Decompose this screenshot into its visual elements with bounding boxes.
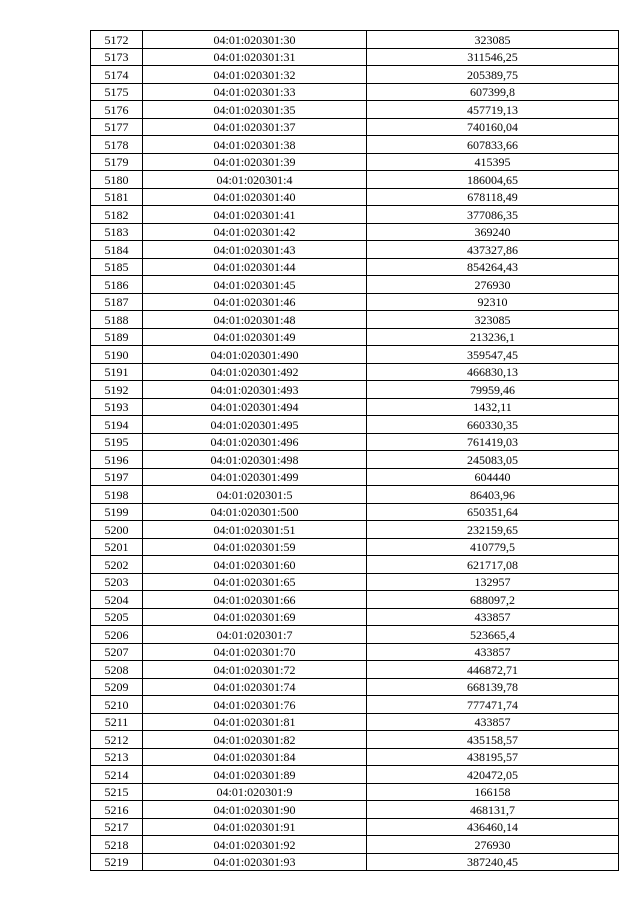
- value-cell: 650351,64: [367, 503, 619, 521]
- row-number-cell: 5186: [91, 276, 143, 294]
- cadastral-number-cell: 04:01:020301:5: [143, 486, 367, 504]
- cadastral-number-cell: 04:01:020301:44: [143, 258, 367, 276]
- table-row: [91, 556, 619, 574]
- row-number-cell: 5204: [91, 591, 143, 609]
- table-row: [91, 153, 619, 171]
- row-number-cell: 5203: [91, 573, 143, 591]
- cadastral-number-cell: 04:01:020301:72: [143, 661, 367, 679]
- cadastral-number-cell: 04:01:020301:92: [143, 836, 367, 854]
- row-number-cell: 5215: [91, 783, 143, 801]
- table-row: [91, 783, 619, 801]
- cadastral-number-cell: 04:01:020301:40: [143, 188, 367, 206]
- cadastral-value-table: [90, 30, 619, 871]
- value-cell: 607399,8: [367, 83, 619, 101]
- row-number-cell: 5211: [91, 713, 143, 731]
- table-row: [91, 521, 619, 539]
- table-row: [91, 381, 619, 399]
- cadastral-number-cell: 04:01:020301:65: [143, 573, 367, 591]
- row-number-cell: 5185: [91, 258, 143, 276]
- value-cell: 607833,66: [367, 136, 619, 154]
- value-cell: 688097,2: [367, 591, 619, 609]
- row-number-cell: 5189: [91, 328, 143, 346]
- row-number-cell: 5196: [91, 451, 143, 469]
- cadastral-number-cell: 04:01:020301:90: [143, 801, 367, 819]
- table-row: [91, 101, 619, 119]
- row-number-cell: 5216: [91, 801, 143, 819]
- table-row: [91, 696, 619, 714]
- value-cell: 92310: [367, 293, 619, 311]
- table-row: [91, 328, 619, 346]
- table-row: [91, 416, 619, 434]
- value-cell: 777471,74: [367, 696, 619, 714]
- row-number-cell: 5180: [91, 171, 143, 189]
- value-cell: 213236,1: [367, 328, 619, 346]
- value-cell: 276930: [367, 276, 619, 294]
- cadastral-number-cell: 04:01:020301:493: [143, 381, 367, 399]
- cadastral-number-cell: 04:01:020301:498: [143, 451, 367, 469]
- value-cell: 232159,65: [367, 521, 619, 539]
- table-row: [91, 171, 619, 189]
- table-row: [91, 468, 619, 486]
- table-body: [91, 31, 619, 871]
- table-row: [91, 486, 619, 504]
- value-cell: 1432,11: [367, 398, 619, 416]
- value-cell: 457719,13: [367, 101, 619, 119]
- cadastral-number-cell: 04:01:020301:60: [143, 556, 367, 574]
- cadastral-number-cell: 04:01:020301:42: [143, 223, 367, 241]
- row-number-cell: 5212: [91, 731, 143, 749]
- cadastral-number-cell: 04:01:020301:9: [143, 783, 367, 801]
- cadastral-number-cell: 04:01:020301:51: [143, 521, 367, 539]
- table-row: [91, 731, 619, 749]
- table-row: [91, 818, 619, 836]
- value-cell: 323085: [367, 31, 619, 49]
- row-number-cell: 5177: [91, 118, 143, 136]
- cadastral-number-cell: 04:01:020301:494: [143, 398, 367, 416]
- cadastral-number-cell: 04:01:020301:33: [143, 83, 367, 101]
- value-cell: 387240,45: [367, 853, 619, 871]
- value-cell: 678118,49: [367, 188, 619, 206]
- row-number-cell: 5197: [91, 468, 143, 486]
- cadastral-number-cell: 04:01:020301:37: [143, 118, 367, 136]
- cadastral-number-cell: 04:01:020301:43: [143, 241, 367, 259]
- row-number-cell: 5190: [91, 346, 143, 364]
- value-cell: 377086,35: [367, 206, 619, 224]
- value-cell: 668139,78: [367, 678, 619, 696]
- value-cell: 740160,04: [367, 118, 619, 136]
- value-cell: 466830,13: [367, 363, 619, 381]
- cadastral-number-cell: 04:01:020301:70: [143, 643, 367, 661]
- table-row: [91, 48, 619, 66]
- table-row: [91, 118, 619, 136]
- cadastral-number-cell: 04:01:020301:496: [143, 433, 367, 451]
- value-cell: 79959,46: [367, 381, 619, 399]
- row-number-cell: 5181: [91, 188, 143, 206]
- cadastral-number-cell: 04:01:020301:91: [143, 818, 367, 836]
- table-row: [91, 748, 619, 766]
- table-row: [91, 503, 619, 521]
- table-row: [91, 223, 619, 241]
- value-cell: 433857: [367, 643, 619, 661]
- row-number-cell: 5202: [91, 556, 143, 574]
- row-number-cell: 5175: [91, 83, 143, 101]
- value-cell: 369240: [367, 223, 619, 241]
- row-number-cell: 5179: [91, 153, 143, 171]
- value-cell: 660330,35: [367, 416, 619, 434]
- cadastral-number-cell: 04:01:020301:45: [143, 276, 367, 294]
- cadastral-number-cell: 04:01:020301:7: [143, 626, 367, 644]
- cadastral-number-cell: 04:01:020301:76: [143, 696, 367, 714]
- row-number-cell: 5198: [91, 486, 143, 504]
- value-cell: 438195,57: [367, 748, 619, 766]
- table-row: [91, 836, 619, 854]
- cadastral-number-cell: 04:01:020301:499: [143, 468, 367, 486]
- row-number-cell: 5182: [91, 206, 143, 224]
- table-row: [91, 766, 619, 784]
- row-number-cell: 5205: [91, 608, 143, 626]
- row-number-cell: 5194: [91, 416, 143, 434]
- row-number-cell: 5206: [91, 626, 143, 644]
- table-row: [91, 661, 619, 679]
- row-number-cell: 5193: [91, 398, 143, 416]
- table-row: [91, 451, 619, 469]
- cadastral-number-cell: 04:01:020301:59: [143, 538, 367, 556]
- table-row: [91, 31, 619, 49]
- table-row: [91, 801, 619, 819]
- row-number-cell: 5207: [91, 643, 143, 661]
- table-row: [91, 136, 619, 154]
- row-number-cell: 5195: [91, 433, 143, 451]
- value-cell: 523665,4: [367, 626, 619, 644]
- cadastral-number-cell: 04:01:020301:93: [143, 853, 367, 871]
- row-number-cell: 5218: [91, 836, 143, 854]
- value-cell: 446872,71: [367, 661, 619, 679]
- value-cell: 410779,5: [367, 538, 619, 556]
- cadastral-number-cell: 04:01:020301:66: [143, 591, 367, 609]
- table-row: [91, 713, 619, 731]
- cadastral-number-cell: 04:01:020301:4: [143, 171, 367, 189]
- table-row: [91, 643, 619, 661]
- cadastral-number-cell: 04:01:020301:74: [143, 678, 367, 696]
- row-number-cell: 5172: [91, 31, 143, 49]
- cadastral-number-cell: 04:01:020301:84: [143, 748, 367, 766]
- cadastral-number-cell: 04:01:020301:495: [143, 416, 367, 434]
- value-cell: 433857: [367, 713, 619, 731]
- value-cell: 420472,05: [367, 766, 619, 784]
- row-number-cell: 5217: [91, 818, 143, 836]
- row-number-cell: 5213: [91, 748, 143, 766]
- cadastral-number-cell: 04:01:020301:46: [143, 293, 367, 311]
- value-cell: 276930: [367, 836, 619, 854]
- table-row: [91, 626, 619, 644]
- table-row: [91, 608, 619, 626]
- row-number-cell: 5174: [91, 66, 143, 84]
- cadastral-number-cell: 04:01:020301:81: [143, 713, 367, 731]
- table-row: [91, 433, 619, 451]
- value-cell: 323085: [367, 311, 619, 329]
- table-row: [91, 678, 619, 696]
- row-number-cell: 5188: [91, 311, 143, 329]
- value-cell: 311546,25: [367, 48, 619, 66]
- row-number-cell: 5209: [91, 678, 143, 696]
- cadastral-number-cell: 04:01:020301:492: [143, 363, 367, 381]
- table-row: [91, 293, 619, 311]
- cadastral-number-cell: 04:01:020301:48: [143, 311, 367, 329]
- row-number-cell: 5200: [91, 521, 143, 539]
- table-row: [91, 346, 619, 364]
- table-row: [91, 276, 619, 294]
- value-cell: 186004,65: [367, 171, 619, 189]
- value-cell: 761419,03: [367, 433, 619, 451]
- row-number-cell: 5199: [91, 503, 143, 521]
- row-number-cell: 5192: [91, 381, 143, 399]
- value-cell: 435158,57: [367, 731, 619, 749]
- row-number-cell: 5187: [91, 293, 143, 311]
- row-number-cell: 5173: [91, 48, 143, 66]
- value-cell: 415395: [367, 153, 619, 171]
- row-number-cell: 5210: [91, 696, 143, 714]
- table-row: [91, 83, 619, 101]
- value-cell: 245083,05: [367, 451, 619, 469]
- table-row: [91, 311, 619, 329]
- row-number-cell: 5176: [91, 101, 143, 119]
- value-cell: 468131,7: [367, 801, 619, 819]
- cadastral-number-cell: 04:01:020301:41: [143, 206, 367, 224]
- table-row: [91, 398, 619, 416]
- value-cell: 166158: [367, 783, 619, 801]
- cadastral-number-cell: 04:01:020301:38: [143, 136, 367, 154]
- cadastral-number-cell: 04:01:020301:82: [143, 731, 367, 749]
- cadastral-number-cell: 04:01:020301:39: [143, 153, 367, 171]
- table-row: [91, 591, 619, 609]
- value-cell: 621717,08: [367, 556, 619, 574]
- cadastral-number-cell: 04:01:020301:31: [143, 48, 367, 66]
- value-cell: 132957: [367, 573, 619, 591]
- row-number-cell: 5214: [91, 766, 143, 784]
- cadastral-number-cell: 04:01:020301:500: [143, 503, 367, 521]
- table-row: [91, 363, 619, 381]
- table-row: [91, 538, 619, 556]
- cadastral-number-cell: 04:01:020301:49: [143, 328, 367, 346]
- cadastral-number-cell: 04:01:020301:490: [143, 346, 367, 364]
- row-number-cell: 5183: [91, 223, 143, 241]
- row-number-cell: 5201: [91, 538, 143, 556]
- document-page: [90, 30, 618, 871]
- cadastral-number-cell: 04:01:020301:32: [143, 66, 367, 84]
- value-cell: 359547,45: [367, 346, 619, 364]
- value-cell: 854264,43: [367, 258, 619, 276]
- value-cell: 205389,75: [367, 66, 619, 84]
- cadastral-number-cell: 04:01:020301:30: [143, 31, 367, 49]
- value-cell: 604440: [367, 468, 619, 486]
- table-row: [91, 573, 619, 591]
- table-row: [91, 188, 619, 206]
- value-cell: 86403,96: [367, 486, 619, 504]
- row-number-cell: 5178: [91, 136, 143, 154]
- cadastral-number-cell: 04:01:020301:89: [143, 766, 367, 784]
- value-cell: 433857: [367, 608, 619, 626]
- cadastral-number-cell: 04:01:020301:69: [143, 608, 367, 626]
- row-number-cell: 5219: [91, 853, 143, 871]
- table-row: [91, 258, 619, 276]
- value-cell: 436460,14: [367, 818, 619, 836]
- table-row: [91, 241, 619, 259]
- row-number-cell: 5191: [91, 363, 143, 381]
- row-number-cell: 5184: [91, 241, 143, 259]
- table-row: [91, 66, 619, 84]
- value-cell: 437327,86: [367, 241, 619, 259]
- row-number-cell: 5208: [91, 661, 143, 679]
- table-row: [91, 853, 619, 871]
- table-row: [91, 206, 619, 224]
- cadastral-number-cell: 04:01:020301:35: [143, 101, 367, 119]
